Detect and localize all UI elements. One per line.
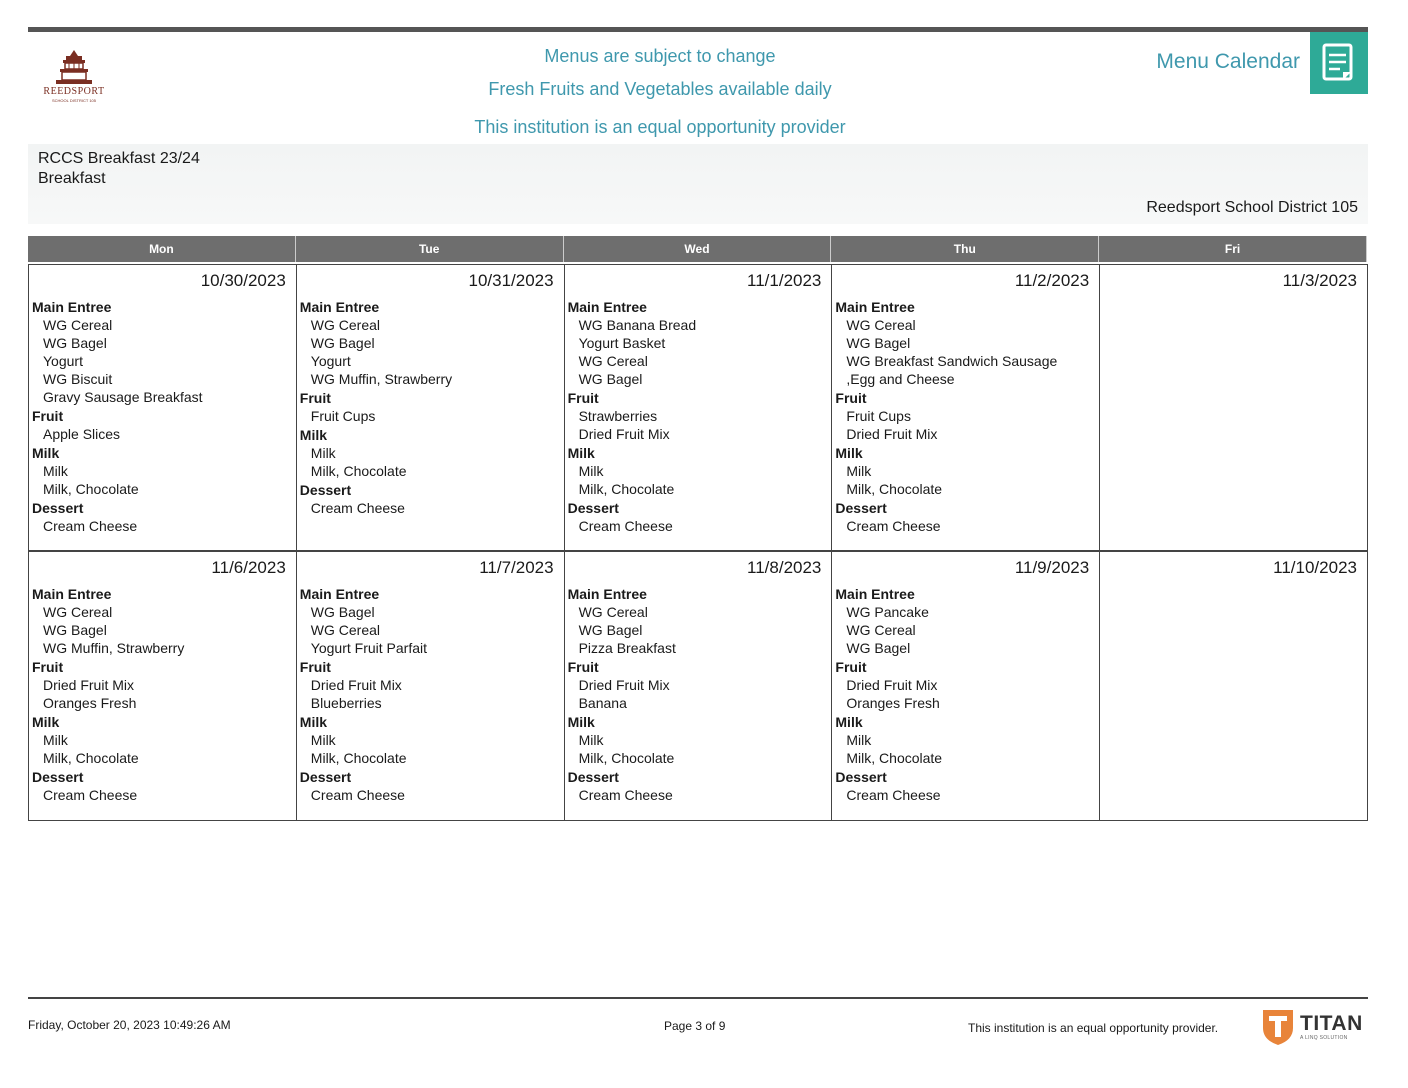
menu-item: Milk, Chocolate [43, 750, 139, 766]
category-label: Main Entree [32, 586, 112, 602]
day-header-0: Mon [28, 236, 296, 262]
menu-item: Milk, Chocolate [578, 481, 675, 497]
category-label: Main Entree [567, 586, 647, 602]
menu-item: Cream Cheese [43, 518, 138, 534]
category-label: Fruit [567, 390, 599, 406]
category-label: Milk [299, 714, 328, 730]
menu-item: WG Cereal [43, 604, 113, 620]
category-label: Main Entree [835, 299, 915, 315]
category-label: Main Entree [32, 299, 112, 315]
menu-item: Yogurt Fruit Parfait [310, 640, 428, 656]
day-cell [296, 264, 565, 551]
day-date: 11/8/2023 [747, 558, 822, 577]
day-cell [296, 551, 565, 821]
day-date: 11/10/2023 [1273, 558, 1357, 577]
menu-item: Yogurt [310, 353, 351, 369]
menu-item: Milk [578, 463, 604, 479]
category-label: Dessert [567, 769, 619, 785]
menu-item: WG Cereal [43, 317, 113, 333]
category-label: Milk [835, 714, 863, 730]
day-cell [28, 264, 297, 551]
logo-text: REEDSPORT [43, 86, 105, 97]
menu-item: Pizza Breakfast [578, 640, 676, 656]
day-menu-list [568, 584, 828, 804]
category-label: Dessert [32, 769, 84, 785]
menu-item: Apple Slices [43, 426, 121, 442]
menu-item: Cream Cheese [43, 787, 138, 803]
menu-item: WG Breakfast Sandwich Sausage [846, 353, 1058, 369]
day-cell [831, 264, 1100, 551]
day-menu-list [32, 297, 292, 535]
menu-item: Strawberries [578, 408, 658, 424]
menu-item: Cream Cheese [846, 518, 941, 534]
menu-item: WG Cereal [846, 317, 916, 333]
district-logo [36, 48, 112, 104]
category-label: Milk [32, 714, 60, 730]
menu-item: Gravy Sausage Breakfast [43, 389, 203, 405]
day-header-2: Wed [564, 236, 832, 262]
menu-item: WG Biscuit [43, 371, 113, 387]
category-label: Fruit [32, 659, 64, 675]
day-menu-list [300, 297, 560, 517]
menu-item: Milk [846, 732, 872, 748]
footer-timestamp: Friday, October 20, 2023 10:49:26 AM [28, 1018, 231, 1032]
menu-item: Milk [43, 463, 68, 479]
category-label: Main Entree [567, 299, 647, 315]
menu-item: Milk, Chocolate [846, 750, 943, 766]
lighthouse-icon [36, 48, 112, 88]
menu-item: WG Bagel [846, 335, 911, 351]
day-menu-list [835, 584, 1095, 804]
day-menu-list [568, 297, 828, 535]
menu-item: Banana [578, 695, 627, 711]
menu-item: Milk, Chocolate [43, 481, 139, 497]
menu-item: Oranges Fresh [43, 695, 137, 711]
day-date: 11/7/2023 [479, 558, 554, 577]
day-date: 11/3/2023 [1282, 271, 1357, 290]
menu-item: WG Bagel [578, 371, 643, 387]
category-label: Main Entree [299, 586, 380, 602]
menu-item: Cream Cheese [578, 787, 673, 803]
notice-fresh-fruits: Fresh Fruits and Vegetables available daily [488, 79, 832, 99]
category-label: Dessert [299, 482, 352, 498]
menu-item: WG Bagel [43, 622, 107, 638]
category-label: Fruit [32, 408, 64, 424]
menu-item: Dried Fruit Mix [310, 677, 402, 693]
day-cell [1099, 264, 1368, 551]
menu-item: Yogurt Basket [578, 335, 666, 351]
day-header-4: Fri [1099, 236, 1367, 262]
day-date: 10/30/2023 [200, 271, 286, 290]
menu-item: WG Bagel [310, 335, 375, 351]
menu-item: Dried Fruit Mix [846, 677, 938, 693]
menu-item: Milk, Chocolate [310, 463, 407, 479]
menu-item: WG Cereal [310, 622, 381, 638]
district-name: Reedsport School District 105 [1146, 199, 1358, 216]
category-label: Fruit [567, 659, 599, 675]
day-menu-list [835, 297, 1095, 535]
category-label: Dessert [567, 500, 619, 516]
menu-item: Oranges Fresh [846, 695, 940, 711]
day-header-3: Thu [831, 236, 1099, 262]
menu-item: Cream Cheese [310, 787, 405, 803]
menu-item: WG Muffin, Strawberry [310, 371, 453, 387]
menu-item: WG Cereal [578, 604, 648, 620]
titan-tagline: A LINQ SOLUTION [1300, 1035, 1348, 1041]
menu-item: Dried Fruit Mix [578, 426, 670, 442]
menu-item: WG Bagel [43, 335, 107, 351]
day-cell [28, 551, 297, 821]
day-date: 11/2/2023 [1014, 271, 1090, 290]
menu-item: Milk, Chocolate [846, 481, 943, 497]
footer-equal-opportunity: This institution is an equal opportunity provider. [968, 1021, 1219, 1035]
day-date: 11/6/2023 [211, 558, 286, 577]
menu-item: Fruit Cups [846, 408, 911, 424]
menu-item: Blueberries [310, 695, 382, 711]
category-label: Fruit [835, 659, 867, 675]
menu-item: Milk [310, 445, 336, 461]
day-cell [831, 551, 1100, 821]
menu-item: WG Cereal [846, 622, 916, 638]
top-rule [28, 27, 1368, 32]
menu-calendar-icon [1310, 32, 1368, 94]
category-label: Dessert [835, 769, 887, 785]
category-label: Dessert [299, 769, 352, 785]
menu-item: Yogurt [43, 353, 83, 369]
menu-item: WG Pancake [846, 604, 929, 620]
menu-item: Cream Cheese [578, 518, 673, 534]
day-cell [1099, 551, 1368, 821]
day-date: 10/31/2023 [468, 271, 554, 290]
footer-page-number: Page 3 of 9 [664, 1019, 726, 1033]
category-label: Milk [567, 445, 595, 461]
category-label: Milk [32, 445, 60, 461]
bottom-rule [28, 997, 1368, 999]
menu-item: Milk [846, 463, 872, 479]
menu-name: RCCS Breakfast 23/24 [38, 150, 200, 167]
menu-item: WG Cereal [578, 353, 648, 369]
day-menu-list [300, 584, 560, 804]
menu-item: Dried Fruit Mix [578, 677, 670, 693]
category-label: Dessert [32, 500, 84, 516]
menu-calendar-title: Menu Calendar [1156, 50, 1300, 73]
titan-wordmark: TITAN [1300, 1012, 1363, 1035]
menu-item: Milk [578, 732, 604, 748]
menu-item: ,Egg and Cheese [846, 371, 955, 387]
menu-item: Cream Cheese [846, 787, 941, 803]
menu-item: WG Bagel [310, 604, 375, 620]
category-label: Fruit [299, 659, 331, 675]
menu-item: Milk, Chocolate [310, 750, 407, 766]
menu-item: WG Banana Bread [578, 317, 697, 333]
titan-logo [1260, 1008, 1370, 1048]
menu-item: Milk [310, 732, 336, 748]
day-header-1: Tue [296, 236, 564, 262]
menu-item: Dried Fruit Mix [846, 426, 938, 442]
category-label: Fruit [835, 390, 867, 406]
category-label: Dessert [835, 500, 887, 516]
menu-item: WG Cereal [310, 317, 381, 333]
day-cell [564, 551, 833, 821]
category-label: Main Entree [299, 299, 380, 315]
notice-equal-opportunity: This institution is an equal opportunity provider [474, 117, 846, 137]
day-menu-list [32, 584, 292, 804]
category-label: Milk [299, 427, 328, 443]
day-date: 11/9/2023 [1014, 558, 1090, 577]
category-label: Milk [567, 714, 595, 730]
day-date: 11/1/2023 [747, 271, 822, 290]
logo-subtext: SCHOOL DISTRICT 105 [51, 98, 96, 103]
category-label: Fruit [299, 390, 331, 406]
day-cell [564, 264, 833, 551]
menu-type: Breakfast [38, 170, 106, 187]
menu-item: Milk, Chocolate [578, 750, 675, 766]
menu-item: Cream Cheese [310, 500, 405, 516]
menu-item: WG Bagel [578, 622, 643, 638]
menu-item: WG Bagel [846, 640, 911, 656]
notice-menus-change: Menus are subject to change [544, 46, 776, 66]
category-label: Main Entree [835, 586, 915, 602]
menu-item: Milk [43, 732, 68, 748]
titan-shield-icon [1260, 1008, 1296, 1046]
category-label: Milk [835, 445, 863, 461]
menu-item: WG Muffin, Strawberry [43, 640, 185, 656]
menu-item: Fruit Cups [310, 408, 376, 424]
menu-item: Dried Fruit Mix [43, 677, 135, 693]
